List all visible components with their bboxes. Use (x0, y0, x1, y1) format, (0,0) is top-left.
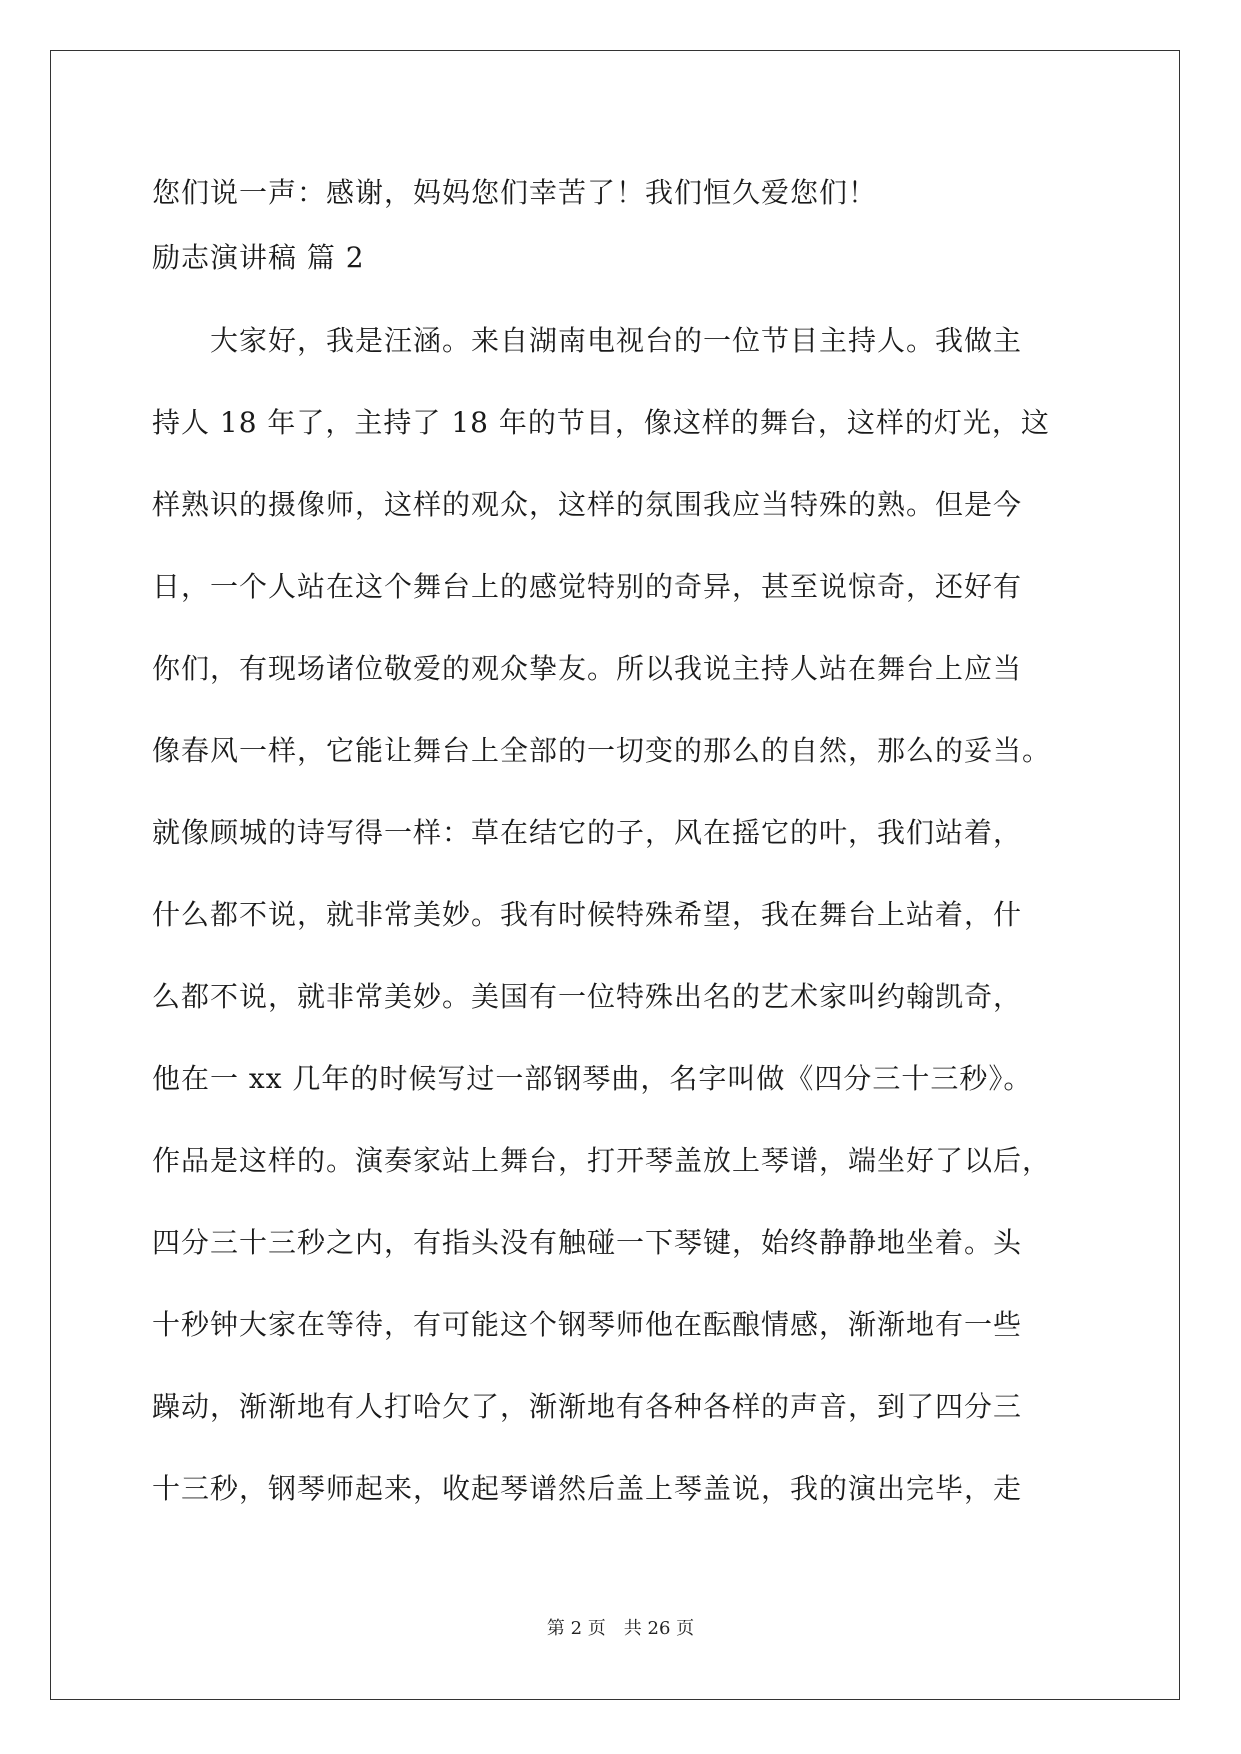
text-line: 躁动，渐渐地有人打哈欠了，渐渐地有各种各样的声音，到了四分三 (152, 1390, 1023, 1423)
text-line: 什么都不说，就非常美妙。我有时候特殊希望，我在舞台上站着，什 (152, 898, 1023, 931)
text-line: 十三秒，钢琴师起来，收起琴谱然后盖上琴盖说，我的演出完毕，走 (152, 1472, 1023, 1505)
text-line: 四分三十三秒之内，有指头没有触碰一下琴键，始终静静地坐着。头 (152, 1226, 1023, 1259)
paragraph (152, 300, 1087, 1530)
text-line: 大家好，我是汪涵。来自湖南电视台的一位节目主持人。我做主 (152, 324, 1023, 357)
page-number-footer: 第 2 页 共 26 页 (546, 1618, 695, 1639)
text-line: 你们，有现场诸位敬爱的观众挚友。所以我说主持人站在舞台上应当 (152, 652, 1023, 685)
section-heading: 励志演讲稿 篇 2 (152, 241, 365, 274)
text-line: 日，一个人站在这个舞台上的感觉特别的奇异，甚至说惊奇，还好有 (152, 570, 1023, 603)
text-line: 样熟识的摄像师，这样的观众，这样的氛围我应当特殊的熟。但是今 (152, 488, 1023, 521)
document-body (152, 168, 1087, 1530)
text-line: 他在一 xx 几年的时候写过一部钢琴曲，名字叫做《四分三十三秒》。 (152, 1062, 1033, 1095)
text-line: 么都不说，就非常美妙。美国有一位特殊出名的艺术家叫约翰凯奇， (152, 980, 1023, 1013)
text-line: 持人 18 年了，主持了 18 年的节目，像这样的舞台，这样的灯光，这 (152, 406, 1050, 439)
text-line: 就像顾城的诗写得一样：草在结它的子，风在摇它的叶，我们站着， (152, 816, 1023, 849)
text-line: 像春风一样，它能让舞台上全部的一切变的那么的自然，那么的妥当。 (152, 734, 1052, 767)
text-line: 您们说一声：感谢，妈妈您们幸苦了！我们恒久爱您们！ (152, 176, 878, 209)
text-line: 十秒钟大家在等待，有可能这个钢琴师他在酝酿情感，渐渐地有一些 (152, 1308, 1023, 1341)
text-line: 作品是这样的。演奏家站上舞台，打开琴盖放上琴谱，端坐好了以后， (152, 1144, 1052, 1177)
